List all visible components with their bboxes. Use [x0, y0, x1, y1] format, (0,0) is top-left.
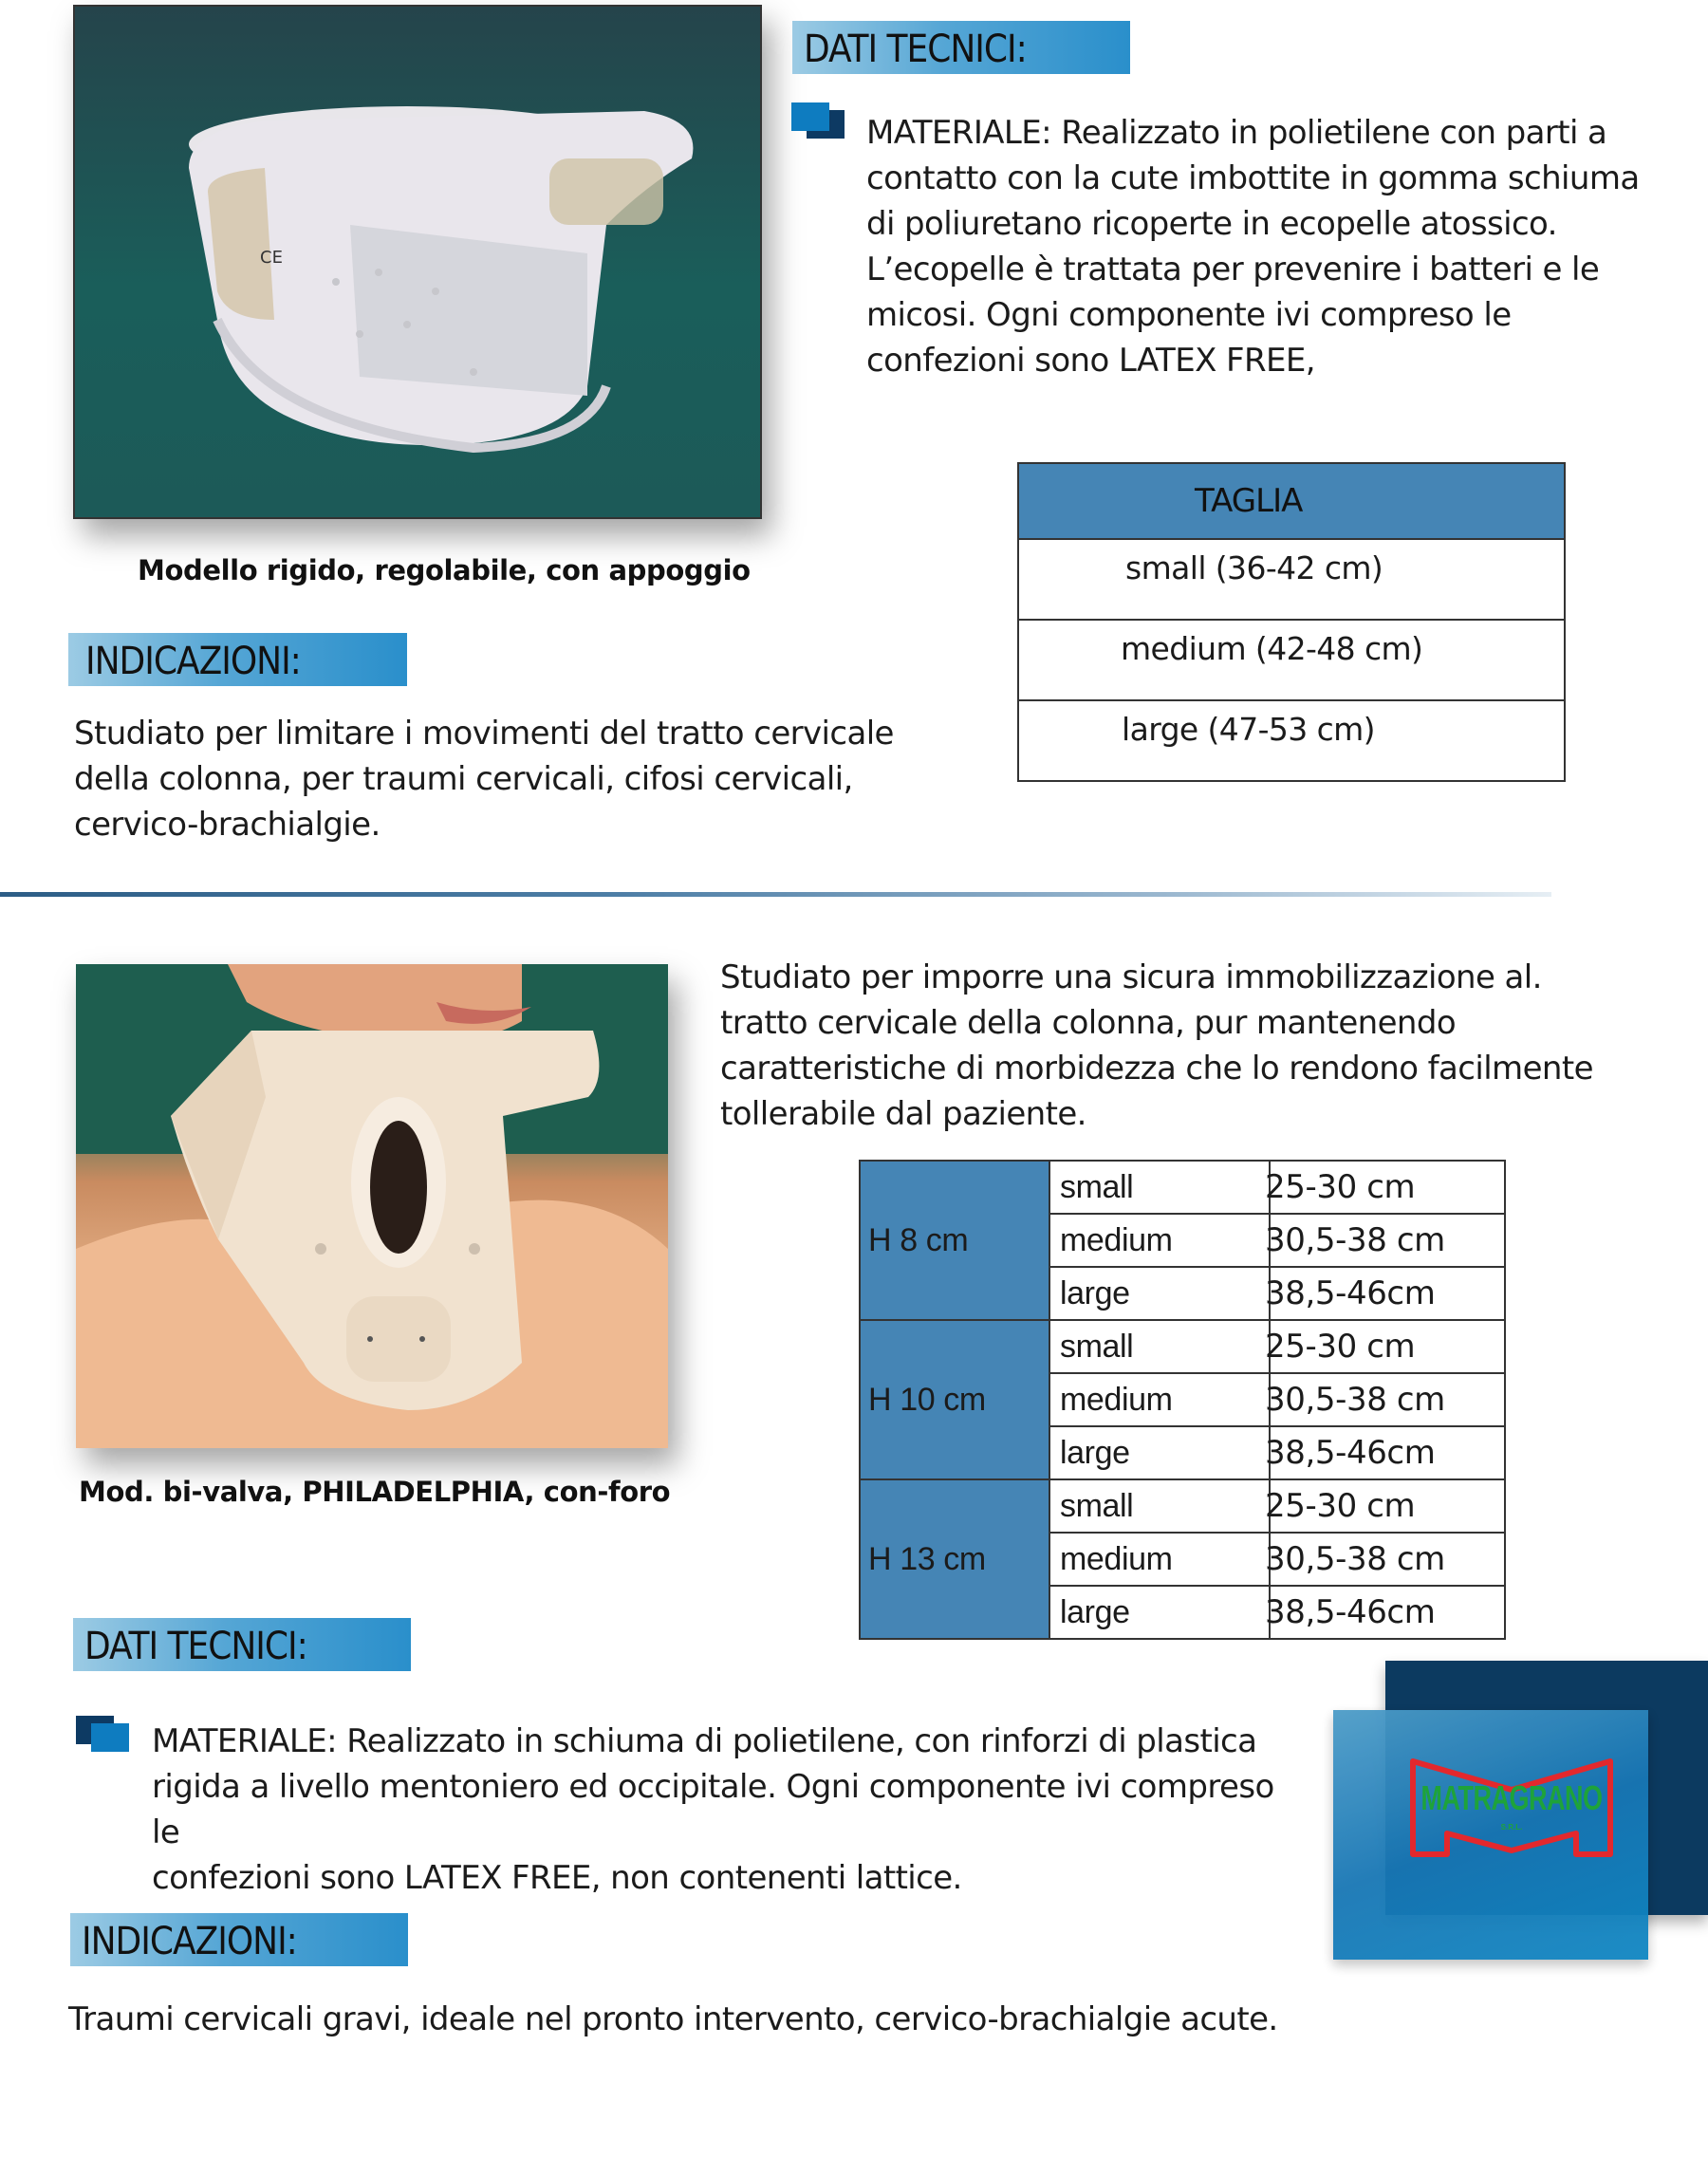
philadelphia-collar-illustration	[76, 964, 668, 1448]
product2-materiale-text: MATERIALE: Realizzato in schiuma di polietilene, con rinforzi di plastica rigida a livello mentoniero ed occipitale. Ogni componente ivi compreso le confezioni sono LATEX FREE, non contenenti lattice.	[152, 1722, 1274, 1897]
taglia-header: TAGLIA	[1018, 463, 1565, 539]
size-cell: large	[1049, 1426, 1270, 1479]
range-cell: 25-30 cm	[1270, 1320, 1505, 1373]
product2-description: Studiato per imporre una sicura immobilizzazione al. tratto cervicale della colonna, pur mantenendo caratteristiche di morbidezza che lo rendono facilmente tollerabile dal paziente.	[720, 958, 1593, 1133]
size-cell: medium	[1049, 1533, 1270, 1586]
size-table-heights	[859, 1160, 1506, 1640]
product1-caption: Modello rigido, regolabile, con appoggio	[138, 554, 751, 586]
rigid-collar-illustration	[75, 7, 760, 517]
range-cell: 30,5-38 cm	[1270, 1533, 1505, 1586]
size-cell: large	[1049, 1267, 1270, 1320]
product2-indicazioni-text: Traumi cervicali gravi, ideale nel pronto intervento, cervico-brachialgie acute.	[68, 2000, 1278, 2038]
range-cell: 30,5-38 cm	[1270, 1214, 1505, 1267]
product2-caption: Mod. bi-valva, PHILADELPHIA, con-foro	[79, 1476, 671, 1508]
range-cell: 38,5-46cm	[1270, 1267, 1505, 1320]
bullet-squares-icon	[791, 102, 848, 140]
indicazioni-header-2: INDICAZIONI:	[70, 1913, 408, 1966]
logo-name: MATRAGRANO	[1420, 1778, 1603, 1818]
size-cell: medium	[1049, 1373, 1270, 1426]
size-row: large (47-53 cm)	[1018, 700, 1565, 781]
product1-materiale-text: MATERIALE: Realizzato in polietilene con parti a contatto con la cute imbottite in gomma schiuma di poliuretano ricoperte in ecopelle atossico. L’ecopelle è trattata per prevenire i batteri e le micosi. Ogni componente ivi compreso le confezioni sono LATEX FREE,	[866, 114, 1640, 380]
range-cell: 25-30 cm	[1270, 1161, 1505, 1214]
size-cell: medium	[1049, 1214, 1270, 1267]
range-cell: 25-30 cm	[1270, 1479, 1505, 1533]
logo-suffix: S.R.L.	[1500, 1823, 1523, 1832]
height-cell: H 13 cm	[860, 1479, 1049, 1639]
size-cell: large	[1049, 1586, 1270, 1639]
section-divider	[0, 892, 1551, 897]
product1-indicazioni-text: Studiato per limitare i movimenti del tratto cervicale della colonna, per traumi cervicali, cifosi cervicali, cervico-brachialgie.	[74, 715, 894, 844]
bullet-squares-icon	[72, 1716, 129, 1754]
size-row: medium (42-48 cm)	[1018, 620, 1565, 700]
product-photo-philadelphia-collar	[76, 964, 668, 1448]
size-cell: small	[1049, 1161, 1270, 1214]
range-cell: 38,5-46cm	[1270, 1426, 1505, 1479]
size-row: small (36-42 cm)	[1018, 539, 1565, 620]
height-cell: H 8 cm	[860, 1161, 1049, 1320]
size-table-taglia	[1017, 462, 1566, 782]
product-photo-rigid-collar	[73, 5, 762, 519]
range-cell: 38,5-46cm	[1270, 1586, 1505, 1639]
size-cell: small	[1049, 1479, 1270, 1533]
dati-tecnici-header-1: DATI TECNICI:	[792, 21, 1130, 74]
size-cell: small	[1049, 1320, 1270, 1373]
dati-tecnici-header-2: DATI TECNICI:	[73, 1618, 411, 1671]
height-cell: H 10 cm	[860, 1320, 1049, 1479]
indicazioni-header-1: INDICAZIONI:	[68, 633, 407, 686]
range-cell: 30,5-38 cm	[1270, 1373, 1505, 1426]
svg-text:CE: CE	[260, 248, 283, 268]
